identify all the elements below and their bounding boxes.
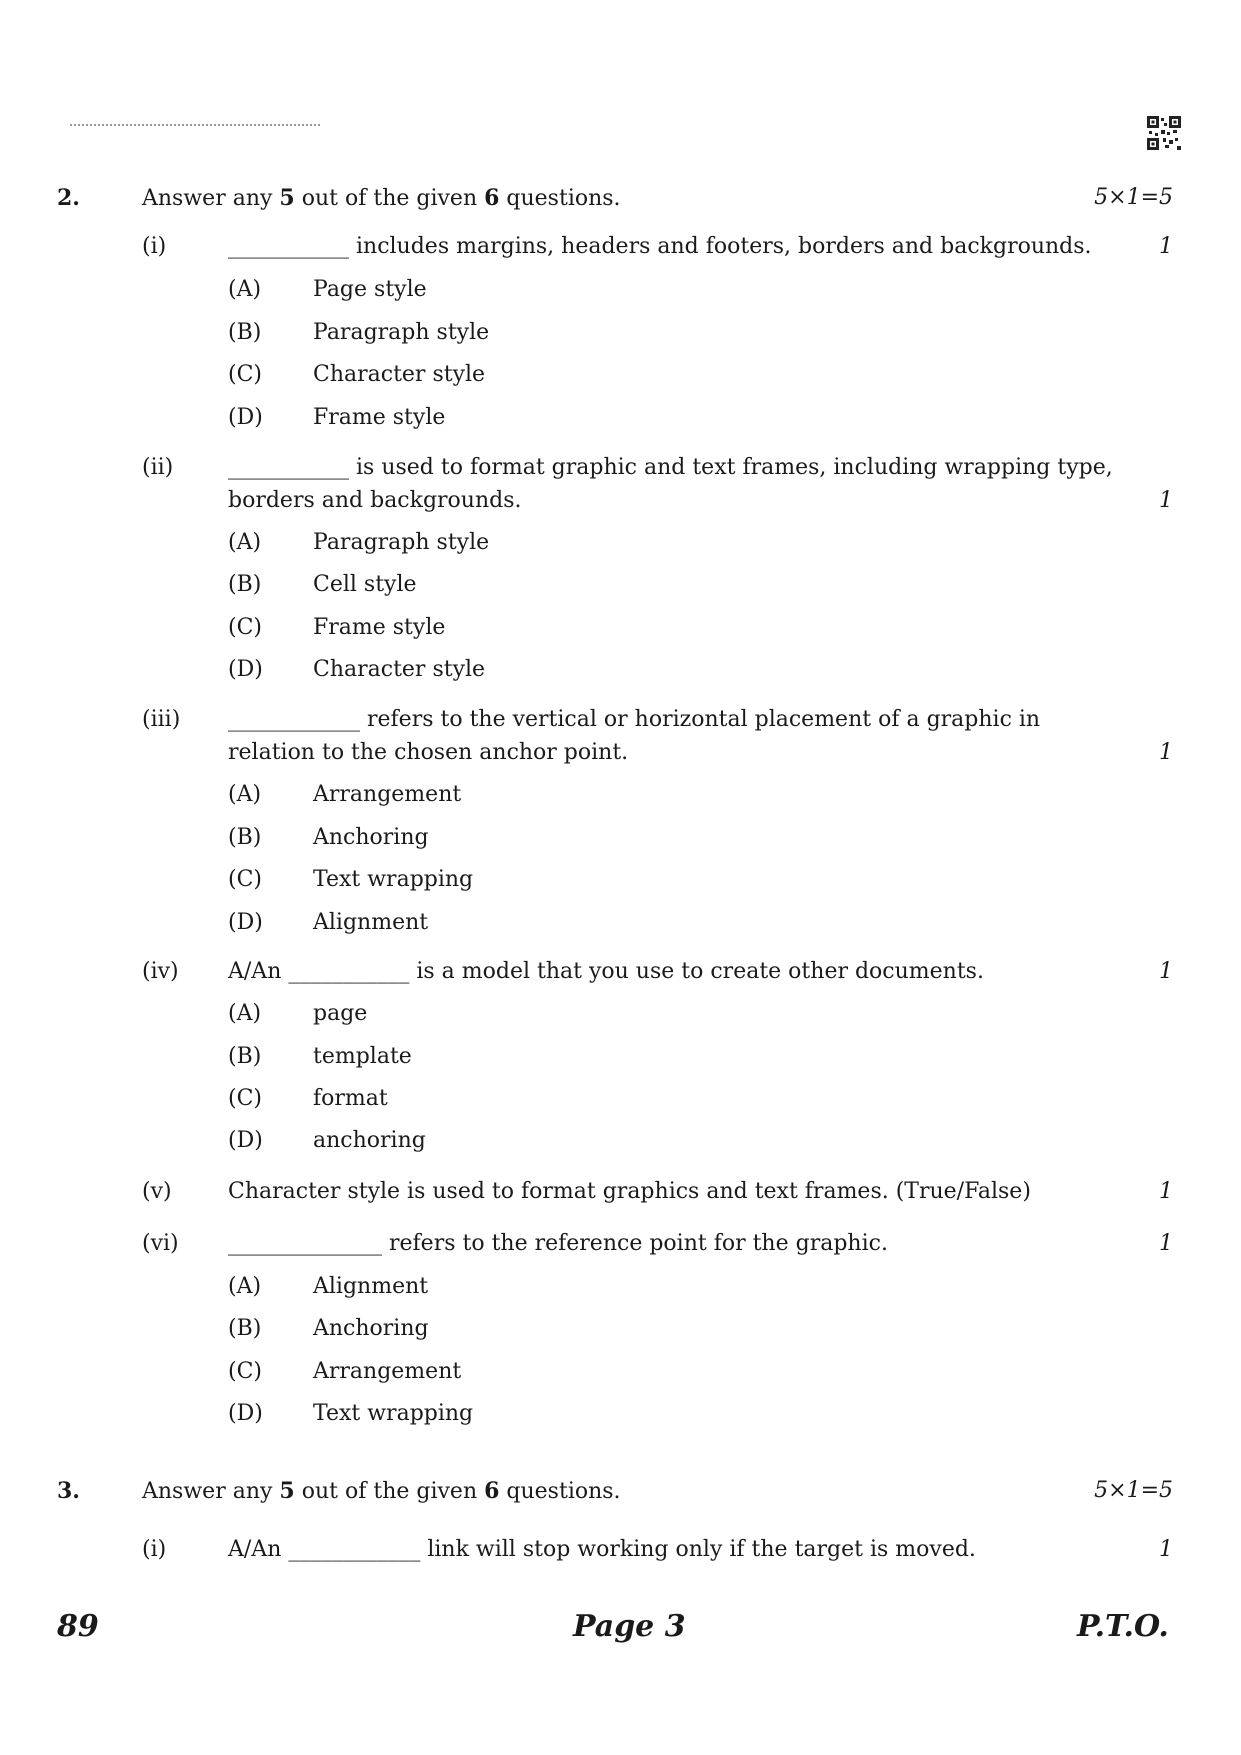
option-text: page [313,1001,368,1026]
option-letter: (C) [228,1086,262,1111]
item-label: (iv) [142,959,179,984]
option-letter: (A) [228,277,262,302]
option-text: Text wrapping [313,867,474,892]
option-letter: (B) [228,1044,262,1069]
option-letter: (C) [228,615,262,640]
item-text: ___________ includes margins, headers and footers, borders and backgrounds. [228,234,1092,259]
option-text: anchoring [313,1128,426,1153]
option-letter: (B) [228,320,262,345]
item-marks: 1 [1159,1231,1173,1256]
option-text: Anchoring [313,825,429,850]
option-text: Character style [313,657,486,682]
item-marks: 1 [1159,740,1173,765]
item-marks: 1 [1159,959,1173,984]
item-text-cont: relation to the chosen anchor point. [228,740,629,765]
option-letter: (C) [228,362,262,387]
option-text: Alignment [313,1274,429,1299]
option-text: Text wrapping [313,1401,474,1426]
item-marks: 1 [1159,234,1173,259]
option-text: Page style [313,277,427,302]
option-letter: (B) [228,825,262,850]
option-text: Arrangement [313,1359,462,1384]
option-text: Cell style [313,572,417,597]
item-text-cont: borders and backgrounds. [228,488,522,513]
option-text: Paragraph style [313,320,490,345]
option-text: Frame style [313,405,446,430]
item-label: (i) [142,234,167,259]
question-number: 3. [57,1478,80,1504]
item-label: (ii) [142,455,174,480]
item-text: Character style is used to format graphics and text frames. (True/False) [228,1179,1031,1204]
item-text: ______________ refers to the reference point for the graphic. [228,1231,888,1256]
item-label: (v) [142,1179,172,1204]
question-marks: 5×1=5 [1094,1478,1173,1503]
option-letter: (C) [228,1359,262,1384]
option-letter: (C) [228,867,262,892]
item-marks: 1 [1159,1537,1173,1562]
option-letter: (A) [228,1001,262,1026]
option-text: Arrangement [313,782,462,807]
question-intro: Answer any 5 out of the given 6 questions. [142,185,621,211]
option-text: format [313,1086,388,1111]
item-label: (iii) [142,707,181,732]
item-text: ____________ refers to the vertical or horizontal placement of a graphic in [228,707,1041,732]
item-text: A/An ____________ link will stop working only if the target is moved. [228,1537,976,1562]
option-letter: (A) [228,530,262,555]
option-letter: (A) [228,1274,262,1299]
question-marks: 5×1=5 [1094,185,1173,210]
paper-code: 89 [57,1609,99,1644]
option-text: Character style [313,362,486,387]
item-text: ___________ is used to format graphic and text frames, including wrapping type, [228,455,1113,480]
option-text: Anchoring [313,1316,429,1341]
option-letter: (A) [228,782,262,807]
page-number: Page 3 [573,1609,686,1644]
qr-code-icon [1147,116,1181,150]
option-letter: (B) [228,1316,262,1341]
option-letter: (D) [228,1128,263,1153]
option-text: Alignment [313,910,429,935]
question-intro: Answer any 5 out of the given 6 questions. [142,1478,621,1504]
option-letter: (D) [228,405,263,430]
question-number: 2. [57,185,80,211]
option-letter: (D) [228,1401,263,1426]
option-text: template [313,1044,412,1069]
header-rule [70,124,320,127]
option-letter: (D) [228,657,263,682]
please-turn-over: P.T.O. [1077,1609,1169,1644]
option-letter: (B) [228,572,262,597]
option-text: Frame style [313,615,446,640]
item-text: A/An ___________ is a model that you use to create other documents. [228,959,984,984]
option-letter: (D) [228,910,263,935]
option-text: Paragraph style [313,530,490,555]
item-label: (vi) [142,1231,179,1256]
item-marks: 1 [1159,1179,1173,1204]
item-label: (i) [142,1537,167,1562]
item-marks: 1 [1159,488,1173,513]
